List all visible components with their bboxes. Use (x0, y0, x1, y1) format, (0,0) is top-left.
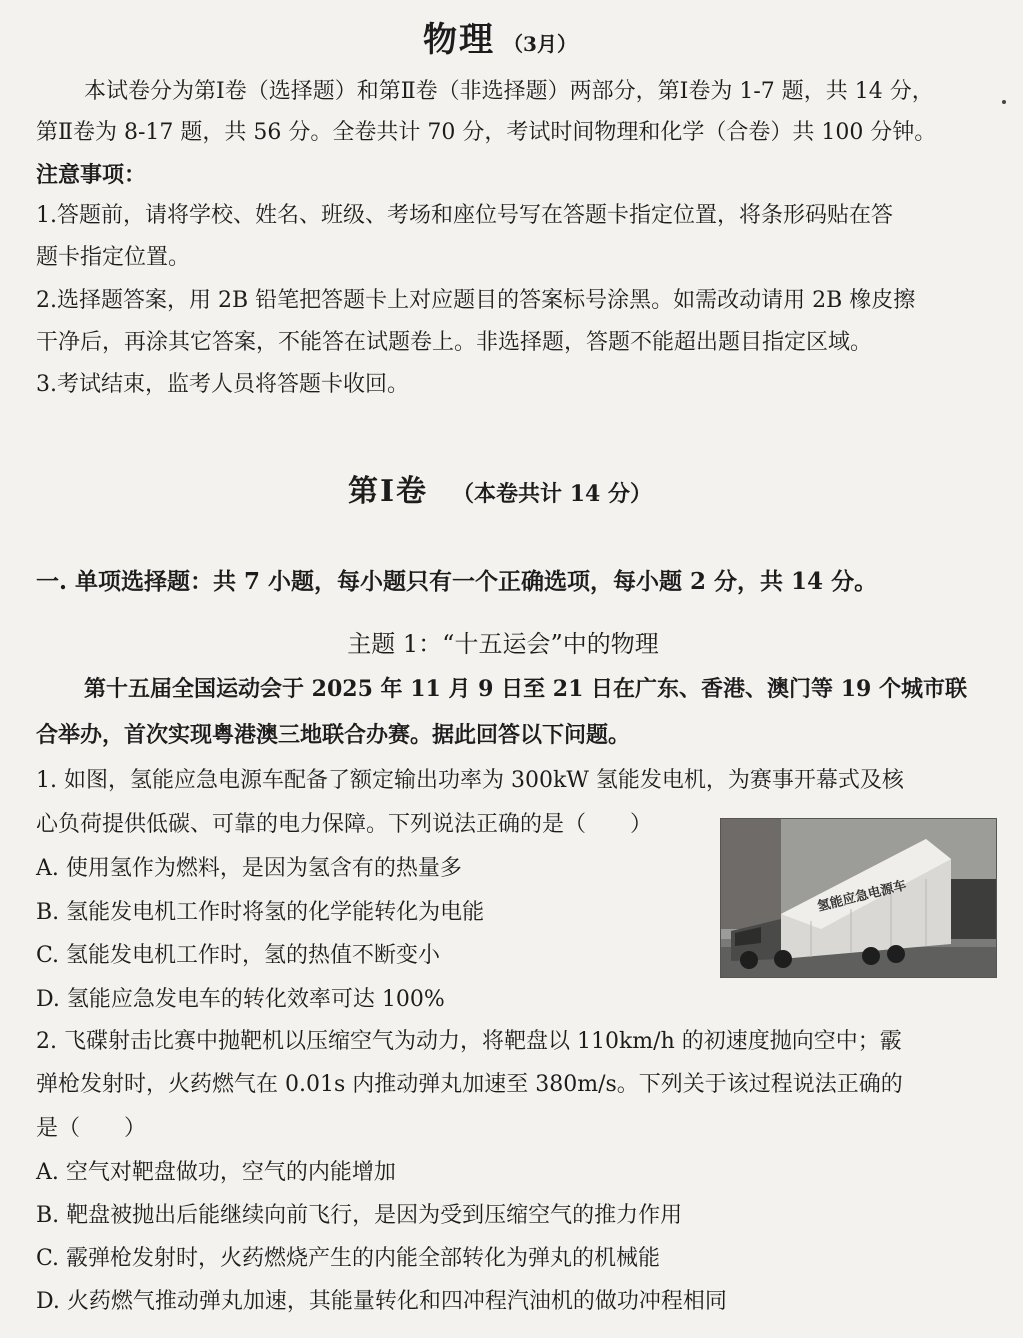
q2-option-d: D. 火药燃气推动弹丸加速，其能量转化和四冲程汽油机的做功冲程相同 (36, 1289, 727, 1314)
topic-intro-2: 合举办，首次实现粤港澳三地联合办赛。据此回答以下问题。 (36, 722, 631, 748)
topic-title: 主题 1：“十五运会”中的物理 (347, 630, 659, 658)
section-title (0, 466, 1000, 510)
exam-title (0, 12, 1000, 61)
q2-option-c: C. 霰弹枪发射时，火药燃烧产生的内能全部转化为弹丸的机械能 (36, 1246, 661, 1271)
topic-intro-1: 第十五届全国运动会于 2025 年 11 月 9 日至 21 日在广东、香港、澳门等 19 个城市联 (84, 676, 967, 702)
q1-option-b: B. 氢能发电机工作时将氢的化学能转化为电能 (36, 900, 485, 925)
part-heading: 一. 单项选择题：共 7 小题，每小题只有一个正确选项，每小题 2 分，共 14 分。 (36, 568, 878, 595)
q1-stem-2: 心负荷提供低碳、可靠的电力保障。下列说法正确的是（ ） (36, 812, 653, 837)
intro-line-2: 第Ⅱ卷为 8-17 题，共 56 分。全卷共计 70 分，考试时间物理和化学（合卷）共 100 分钟。 (36, 120, 937, 145)
intro-line-1: 本试卷分为第Ⅰ卷（选择题）和第Ⅱ卷（非选择题）两部分，第Ⅰ卷为 1-7 题，共 14 分， (84, 79, 934, 104)
q1-option-a: A. 使用氢作为燃料，是因为氢含有的热量多 (36, 856, 462, 881)
scan-speck (1002, 100, 1006, 104)
note-item: 3.考试结束，监考人员将答题卡收回。 (36, 372, 409, 397)
note-item: 题卡指定位置。 (36, 245, 191, 270)
q2-stem-3: 是（ ） (36, 1116, 147, 1141)
note-item: 2.选择题答案，用 2B 铅笔把答题卡上对应题目的答案标号涂黑。如需改动请用 2B 橡皮擦 (36, 288, 916, 313)
q2-stem-1: 2. 飞碟射击比赛中抛靶机以压缩空气为动力，将靶盘以 110km/h 的初速度抛向空中；霰 (36, 1029, 902, 1054)
q1-stem-1: 1. 如图，氢能应急电源车配备了额定输出功率为 300kW 氢能发电机，为赛事开幕式及核 (36, 768, 904, 793)
subject-title: 物理 (423, 20, 496, 60)
q2-option-a: A. 空气对靶盘做功，空气的内能增加 (36, 1160, 396, 1185)
q1-option-d: D. 氢能应急发电车的转化效率可达 100% (36, 987, 445, 1012)
section-name: 第Ⅰ卷 (348, 474, 429, 509)
notes-heading: 注意事项： (36, 162, 147, 188)
note-item: 干净后，再涂其它答案，不能答在试题卷上。非选择题，答题不能超出题目指定区域。 (36, 330, 873, 355)
note-item: 1.答题前，请将学校、姓名、班级、考场和座位号写在答题卡指定位置，将条形码贴在答 (36, 203, 893, 228)
q2-option-b: B. 靶盘被抛出后能继续向前飞行，是因为受到压缩空气的推力作用 (36, 1203, 683, 1228)
month-label: （3月） (503, 32, 577, 56)
q2-stem-2: 弹枪发射时，火药燃气在 0.01s 内推动弹丸加速至 380m/s。下列关于该过程说法正确的 (36, 1072, 903, 1097)
q1-option-c: C. 氢能发电机工作时，氢的热值不断变小 (36, 943, 441, 968)
section-score: （本卷共计 14 分） (452, 481, 652, 507)
hydrogen-truck-photo (720, 818, 997, 978)
truck-label: 氢能应急电源车 (816, 878, 908, 915)
